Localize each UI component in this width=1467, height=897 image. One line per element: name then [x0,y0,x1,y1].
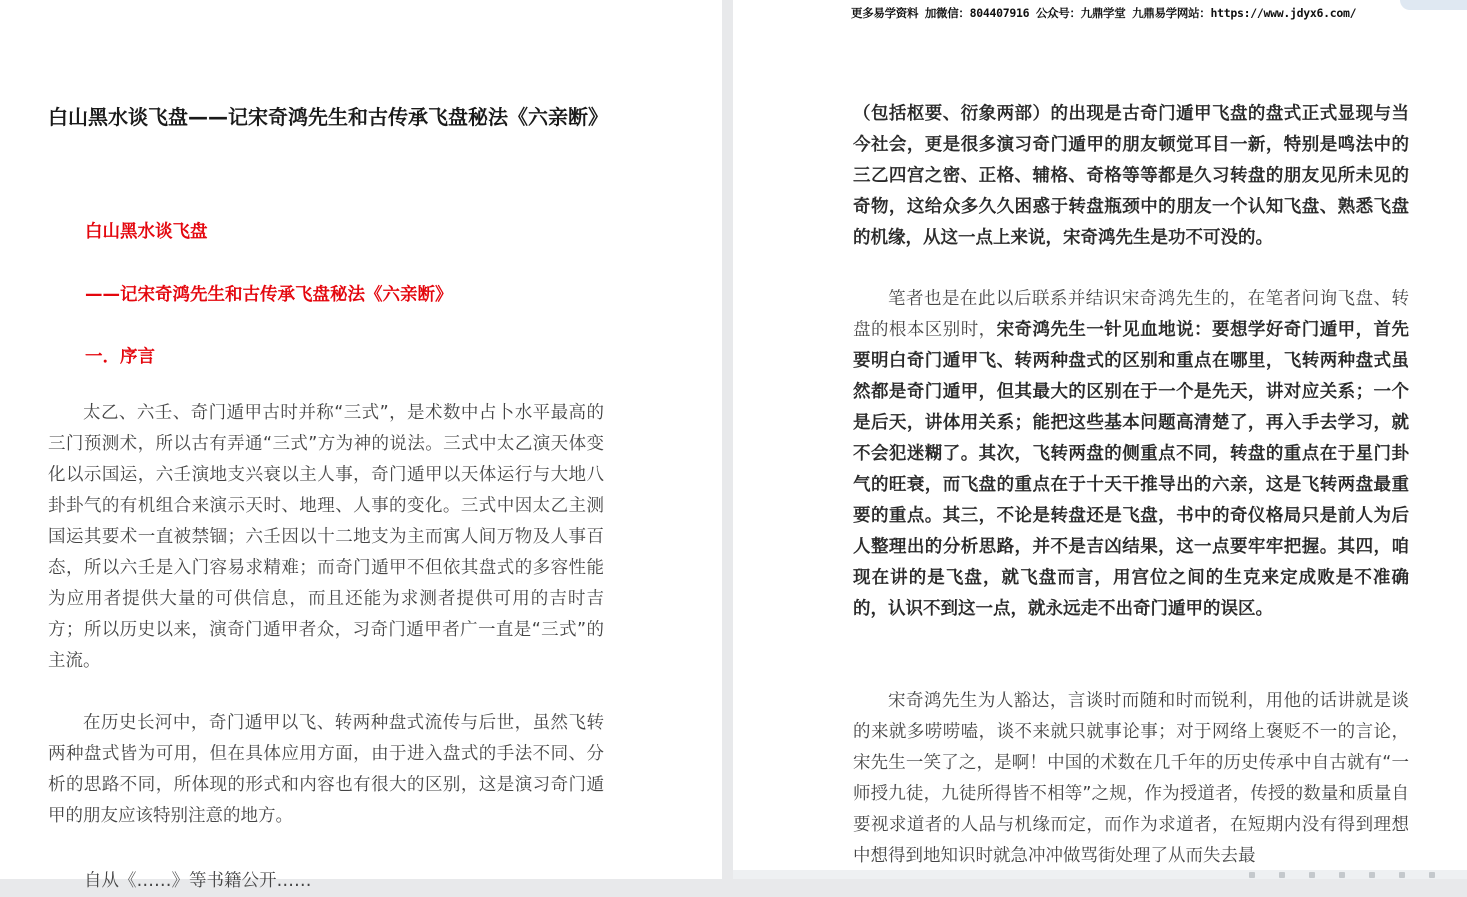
right-paragraph-1: （包括枢要、衍象两部）的出现是古奇门遁甲飞盘的盘式正式显现与当今社会，更是很多演习奇门遁甲的朋友顿觉耳目一新，特别是鸣法中的三乙四宫之密、正格、辅格、奇格等等都是久习转盘的朋友见所未见的奇物，这给众多久久困惑于转盘瓶颈中的朋友一个认知飞盘、熟悉飞盘的机缘，从这一点上来说，宋奇鸿先生是功不可没的。 [853,104,1409,248]
bottom-marker-1 [1249,872,1255,878]
bottom-marker-2 [1279,872,1285,878]
bottom-scrollbar[interactable] [733,870,1467,879]
right-paragraph-2-bold: 宋奇鸿先生一针见血地说：要想学好奇门遁甲，首先要明白奇门遁甲飞、转两种盘式的区别和重点在哪里，飞转两种盘式虽然都是奇门遁甲，但其最大的区别在于一个是先天，讲对应关系；一个是后天，讲体用关系；能把这些基本问题高清楚了，再入手去学习，就不会犯迷糊了。其次，飞转两盘的侧重点不同，转盘的重点在于星门卦气的旺衰，而飞盘的重点在于十天干推导出的六亲，这是飞转两盘最重要的重点。其三，不论是转盘还是飞盘，书中的奇仪格局只是前人为后人整理出的分析思路，并不是吉凶结果，这一点要牢牢把握。其四，咱现在讲的是飞盘，就飞盘而言，用宫位之间的生克来定成败是不准确的，认识不到这一点，就永远走不出奇门遁甲的误区。 [853,320,1410,619]
red-heading-subtitle: ——记宋奇鸿先生和古传承飞盘秘法《六亲断》 [85,285,453,305]
bottom-marker-6 [1399,872,1405,878]
left-paragraph-2: 在历史长河中，奇门遁甲以飞、转两种盘式流传与后世，虽然飞转两种盘式皆为可用，但在具体应用方面，由于进入盘式的手法不同、分析的思路不同，所体现的形式和内容也有很大的区别，这是演习奇门遁甲的朋友应该特别注意的地方。 [48,713,604,826]
right-paragraph-2-normal: 笔者也是在此以后联系并结识宋奇鸿先生的，在笔者问询飞盘、转盘的根本区别时， [853,289,1409,340]
header-note: 更多易学资料 加微信：804407916 公众号：九鼎学堂 九鼎易学网站：https://www.jdyx6.com/ [851,6,1357,20]
right-paragraph-3: 宋奇鸿先生为人豁达，言谈时而随和时而锐利，用他的话讲就是谈的来就多唠唠嗑，谈不来就只就事论事；对于网络上褒贬不一的言论，宋先生一笑了之，是啊！中国的术数在几千年的历史传承中自古就有“一师授九徒，九徒所得皆不相等”之规，作为授道者，传授的数量和质量自要视求道者的人品与机缘而定，而作为求道者，在短期内没有得到理想中想得到地知识时就急冲冲做骂街处理了从而失去最 [853,691,1409,866]
corner-tab[interactable] [1400,0,1467,10]
right-paragraph-2 [853,284,1409,625]
bottom-marker-5 [1369,872,1375,878]
left-paragraph-3-partial: 自从《……》等书籍公开…… [84,871,312,891]
bottom-marker-7 [1429,872,1435,878]
bottom-marker-4 [1339,872,1345,878]
section-heading-preface: 一．序言 [85,347,155,367]
bottom-marker-3 [1309,872,1315,878]
document-title: 白山黑水谈飞盘——记宋奇鸿先生和古传承飞盘秘法《六亲断》 [48,105,608,129]
red-heading-main: 白山黑水谈飞盘 [85,222,208,242]
left-paragraph-1: 太乙、六壬、奇门遁甲古时并称“三式”，是术数中占卜水平最高的三门预测术，所以古有弄通“三式”方为神的说法。三式中太乙演天体变化以示国运，六壬演地支兴衰以主人事，奇门遁甲以天体运行与大地八卦卦气的有机组合来演示天时、地理、人事的变化。三式中因太乙主测国运其要术一直被禁锢；六壬因以十二地支为主而寓人间万物及人事百态，所以六壬是入门容易求精难；而奇门遁甲不但依其盘式的多容性能为应用者提供大量的可供信息，而且还能为求测者提供可用的吉时吉方；所以历史以来，演奇门遁甲者众，习奇门遁甲者广一直是“三式”的主流。 [48,403,604,671]
